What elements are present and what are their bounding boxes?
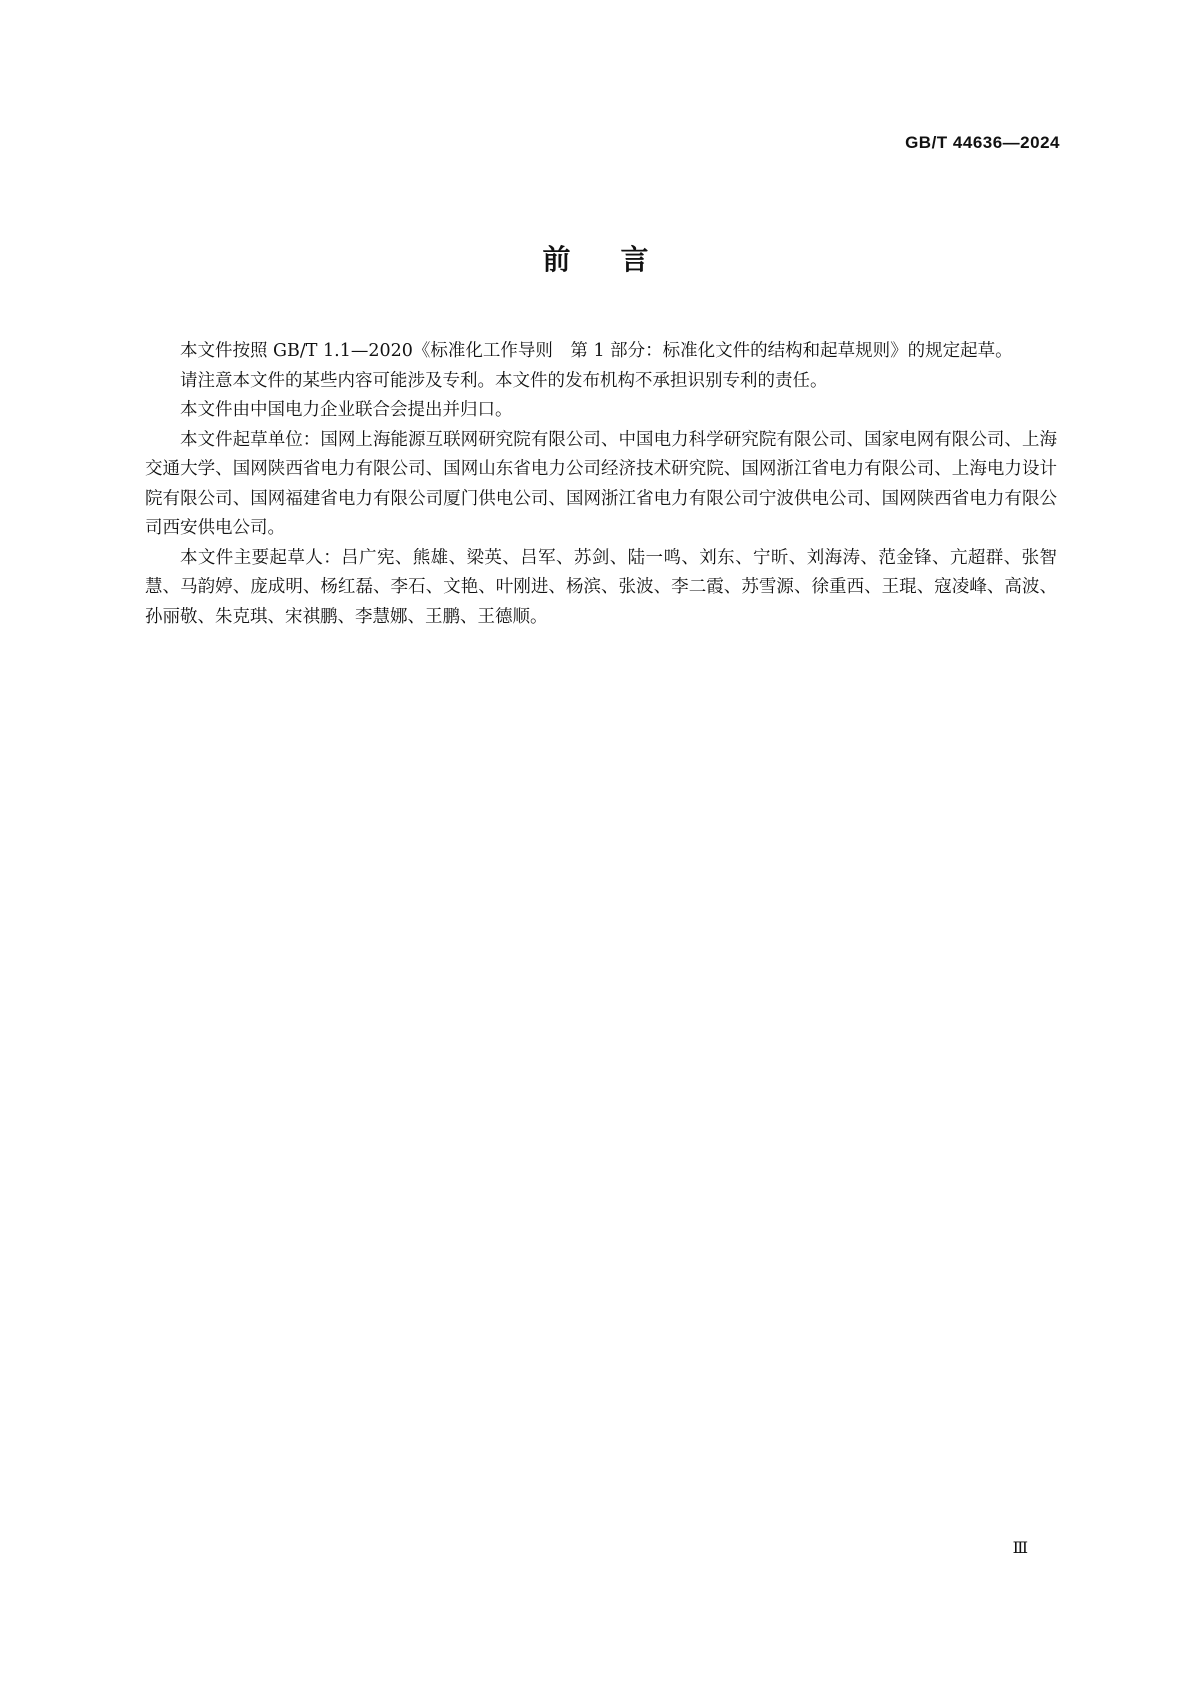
paragraph-drafting-rules: 本文件按照 GB/T 1.1—2020《标准化工作导则 第 1 部分：标准化文件的结构和起草规则》的规定起草。 — [180, 341, 1013, 361]
paragraph-drafting-organizations: 本文件起草单位：国网上海能源互联网研究院有限公司、中国电力科学研究院有限公司、国家电网有限公司、上海交通大学、国网陕西省电力有限公司、国网山东省电力公司经济技术研究院、国网浙江省电力有限公司、上海电力设计院有限公司、国网福建省电力有限公司厦门供电公司、国网浙江省电力有限公司宁波供电公司、国网陕西省电力有限公司西安供电公司。 — [145, 429, 1057, 538]
page-title: 前言 — [542, 243, 699, 276]
paragraph-drafters: 本文件主要起草人：吕广宪、熊雄、梁英、吕军、苏剑、陆一鸣、刘东、宁昕、刘海涛、范金锋、亢超群、张智慧、马韵婷、庞成明、杨红磊、李石、文艳、叶刚进、杨滨、张波、李二霞、苏雪源、徐重西、王琨、寇凌峰、高波、孙丽敬、朱克琪、宋祺鹏、李慧娜、王鹏、王德顺。 — [145, 547, 1057, 627]
document-body — [145, 337, 1057, 632]
standard-number: GB/T 44636—2024 — [905, 133, 1060, 152]
page-number: Ⅲ — [1012, 1540, 1028, 1557]
paragraph-proposer: 本文件由中国电力企业联合会提出并归口。 — [180, 400, 513, 420]
paragraph-patent-notice: 请注意本文件的某些内容可能涉及专利。本文件的发布机构不承担识别专利的责任。 — [180, 370, 828, 391]
